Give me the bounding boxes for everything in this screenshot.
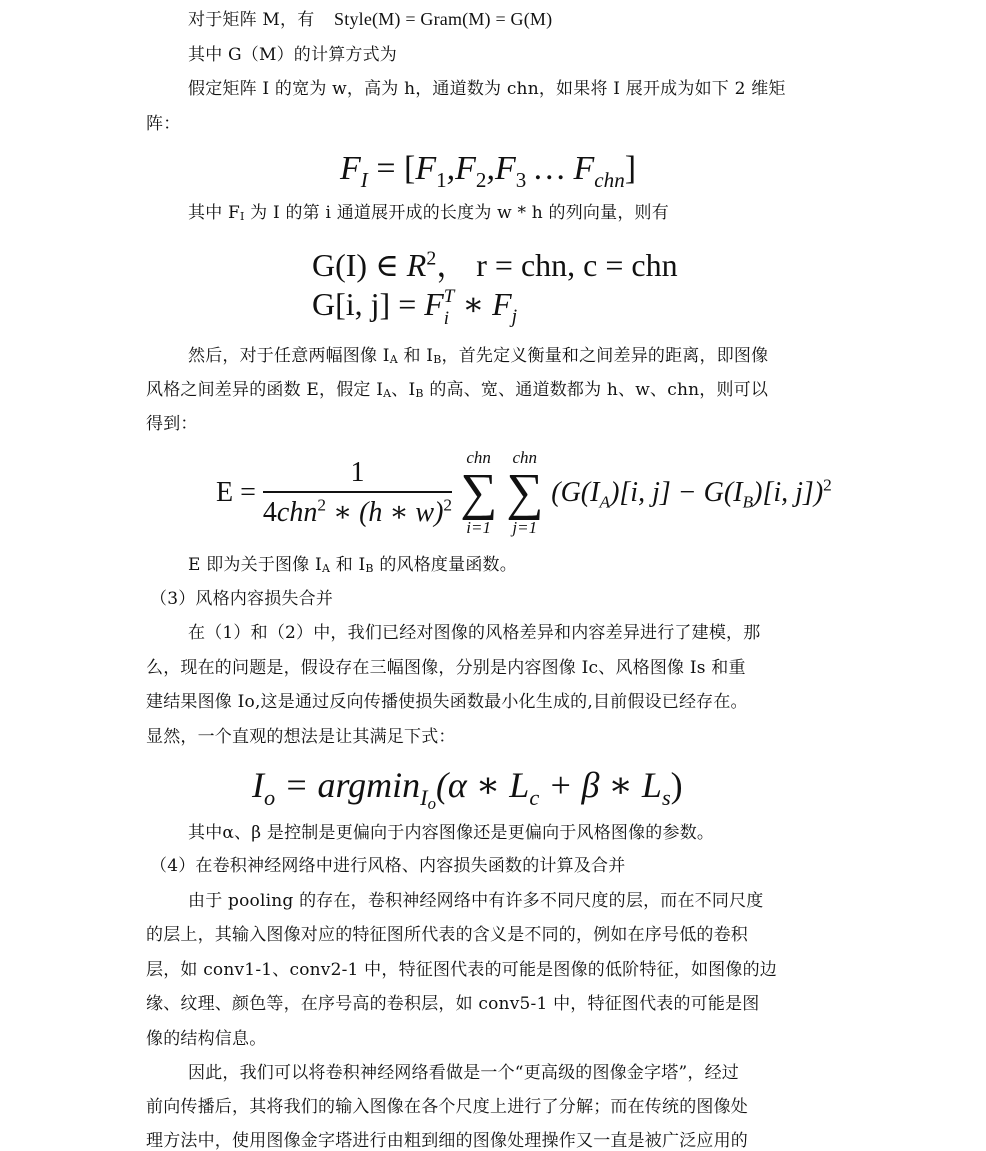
text-line: [146, 380, 768, 404]
math-symbol: I: [252, 765, 264, 805]
math-symbol: + β ∗ L: [539, 765, 662, 805]
math-symbol: (α ∗ L: [435, 765, 530, 805]
text-subscript: A: [383, 387, 392, 400]
text-span: E 即为关于图像 I: [188, 555, 322, 575]
text-line: 缘、纹理、颜色等，在序号高的卷积层，如 conv5-1 中，特征图代表的可能是图: [146, 994, 760, 1014]
text-line: [188, 203, 669, 227]
math-subscript: B: [742, 492, 754, 512]
math-subscript: I: [360, 167, 368, 192]
math-symbol: ,F: [486, 150, 516, 187]
section-heading-3: （3）风格内容损失合并: [150, 589, 334, 609]
text-subscript: B: [433, 353, 442, 366]
text-subscript: A: [389, 353, 398, 366]
math-subscript: 3: [515, 167, 527, 192]
text-subscript: I: [240, 210, 245, 223]
text-span: 为 I 的第 i 通道展开成的长度为 w * h 的列向量，则有: [244, 203, 669, 223]
summation-i: [460, 448, 497, 538]
text-line: [188, 555, 517, 579]
equation-feature-matrix: [340, 150, 637, 192]
math-subscript: 1: [436, 167, 447, 192]
text-line: 前向传播后，其将我们的输入图像在各个尺度上进行了分解；而在传统的图像处: [146, 1097, 748, 1117]
math-subscript: chn: [594, 167, 625, 192]
math-symbol: = [: [367, 150, 416, 187]
math-superscript: T: [443, 285, 455, 307]
equation-gram-dimension: [312, 240, 678, 286]
math-symbol: )[i, j]): [753, 477, 824, 508]
text-line: 层，如 conv1-1、conv2-1 中，特征图代表的可能是图像的低阶特征，如图像的边: [146, 960, 777, 980]
text-line: 理方法中，使用图像金字塔进行由粗到细的图像处理操作又一直是被广泛应用的: [146, 1131, 748, 1151]
text-span: 的风格度量函数。: [373, 555, 517, 575]
math-numerator: 1: [263, 457, 452, 493]
text-subscript: B: [365, 562, 374, 575]
math-script-stack: [443, 285, 455, 329]
math-subscript: 2: [475, 167, 487, 192]
equation-gram-element: [312, 285, 518, 329]
text-span: 风格之间差异的函数 E，假定 I: [146, 380, 384, 400]
math-symbol: ∗ (h ∗ w): [326, 497, 444, 528]
equation-argmin: [252, 764, 683, 814]
sum-lower-limit: j=1: [512, 518, 538, 537]
math-symbol: )[i, j] − G(I: [610, 477, 743, 508]
math-symbol: G(I) ∈: [312, 247, 407, 283]
text-span: 和 I: [330, 555, 366, 575]
text-span: 和 I: [397, 346, 434, 366]
math-subscript: o: [264, 785, 276, 811]
math-symbol: G[i, j] =: [312, 286, 425, 322]
math-symbol: (G(I: [551, 477, 600, 508]
text-span: 然后，对于任意两幅图像 I: [188, 346, 390, 366]
math-symbol: R: [406, 247, 427, 283]
math-symbol: F: [415, 150, 437, 187]
math-subscript: s: [661, 785, 671, 811]
math-symbol: ， r = chn, c = chn: [436, 247, 678, 283]
text-line: 在（1）和（2）中，我们已经对图像的风格差异和内容差异进行了建模，那: [188, 623, 761, 643]
math-subscript: [420, 785, 436, 814]
math-symbol: = argmin: [275, 765, 421, 805]
math-symbol: E =: [216, 477, 263, 508]
math-subscript: i: [443, 307, 450, 329]
text-line: 由于 pooling 的存在，卷积神经网络中有许多不同尺度的层，而在不同尺度: [188, 891, 764, 911]
text-line: 得到：: [146, 414, 198, 434]
math-subscript: c: [529, 785, 540, 811]
equation-style-loss: [216, 448, 832, 538]
math-superscript: 2: [443, 495, 453, 515]
text-line: 像的结构信息。: [146, 1029, 267, 1049]
math-symbol: I: [420, 785, 428, 811]
math-symbol: F: [340, 150, 361, 187]
text-line: 么，现在的问题是，假设存在三幅图像，分别是内容图像 Ic、风格图像 Is 和重: [146, 658, 746, 678]
text-line: [188, 346, 768, 370]
math-subscript: o: [427, 794, 436, 814]
math-fraction: [263, 457, 452, 529]
text-span: 其中 F: [188, 203, 240, 223]
text-line: 其中α、β 是控制是更偏向于内容图像还是更偏向于风格图像的参数。: [188, 823, 715, 843]
text-line: 的层上，其输入图像对应的特征图所代表的含义是不同的，例如在序号低的卷积: [146, 925, 748, 945]
math-symbol: ): [670, 765, 683, 805]
math-subscript: j: [511, 305, 518, 328]
text-span: ，首先定义衡量和之间差异的距离，即图像: [441, 346, 769, 366]
text-line: 建结果图像 Io,这是通过反向传播使损失函数最小化生成的,目前假设已经存在。: [146, 692, 748, 712]
math-symbol: F: [492, 286, 512, 322]
math-denominator: [263, 493, 452, 529]
style-gram-formula: Style(M) = Gram(M) = G(M): [334, 9, 553, 29]
math-symbol: ∗: [454, 286, 493, 322]
math-symbol: 4: [262, 497, 277, 528]
text-line: 因此，我们可以将卷积神经网络看做是一个“更高级的图像金字塔”，经过: [188, 1063, 739, 1083]
sum-upper-limit: chn: [466, 448, 491, 467]
sigma-symbol: ∑: [460, 464, 498, 521]
summation-j: [506, 448, 543, 538]
math-summand: [551, 475, 832, 512]
math-symbol: ,F: [446, 150, 476, 187]
text-subscript: B: [415, 387, 424, 400]
text-line: [188, 9, 552, 30]
section-heading-4: （4）在卷积神经网络中进行风格、内容损失函数的计算及合并: [150, 856, 626, 876]
text-line: 其中 G（M）的计算方式为: [188, 45, 397, 65]
math-symbol: ]: [624, 150, 637, 187]
text-span: 的高、宽、通道数都为 h、w、chn，则可以: [423, 380, 769, 400]
math-superscript: 2: [823, 475, 832, 495]
sum-lower-limit: i=1: [466, 518, 491, 537]
text-line: 显然，一个直观的想法是让其满足下式：: [146, 727, 456, 747]
text-span: 对于矩阵 M，有: [188, 10, 315, 30]
math-symbol: … F: [526, 150, 595, 187]
sigma-symbol: ∑: [506, 464, 544, 521]
sum-upper-limit: chn: [512, 448, 537, 467]
text-span: 、I: [391, 380, 416, 400]
math-superscript: 2: [317, 495, 327, 515]
text-line: 假定矩阵 I 的宽为 w，高为 h，通道数为 chn，如果将 I 展开成为如下 2 维矩: [188, 79, 786, 99]
math-symbol: F: [424, 286, 444, 322]
math-symbol: chn: [276, 497, 318, 528]
math-superscript: 2: [426, 247, 437, 270]
text-subscript: A: [321, 562, 331, 575]
text-line: 阵：: [146, 114, 181, 134]
math-subscript: A: [599, 492, 611, 512]
